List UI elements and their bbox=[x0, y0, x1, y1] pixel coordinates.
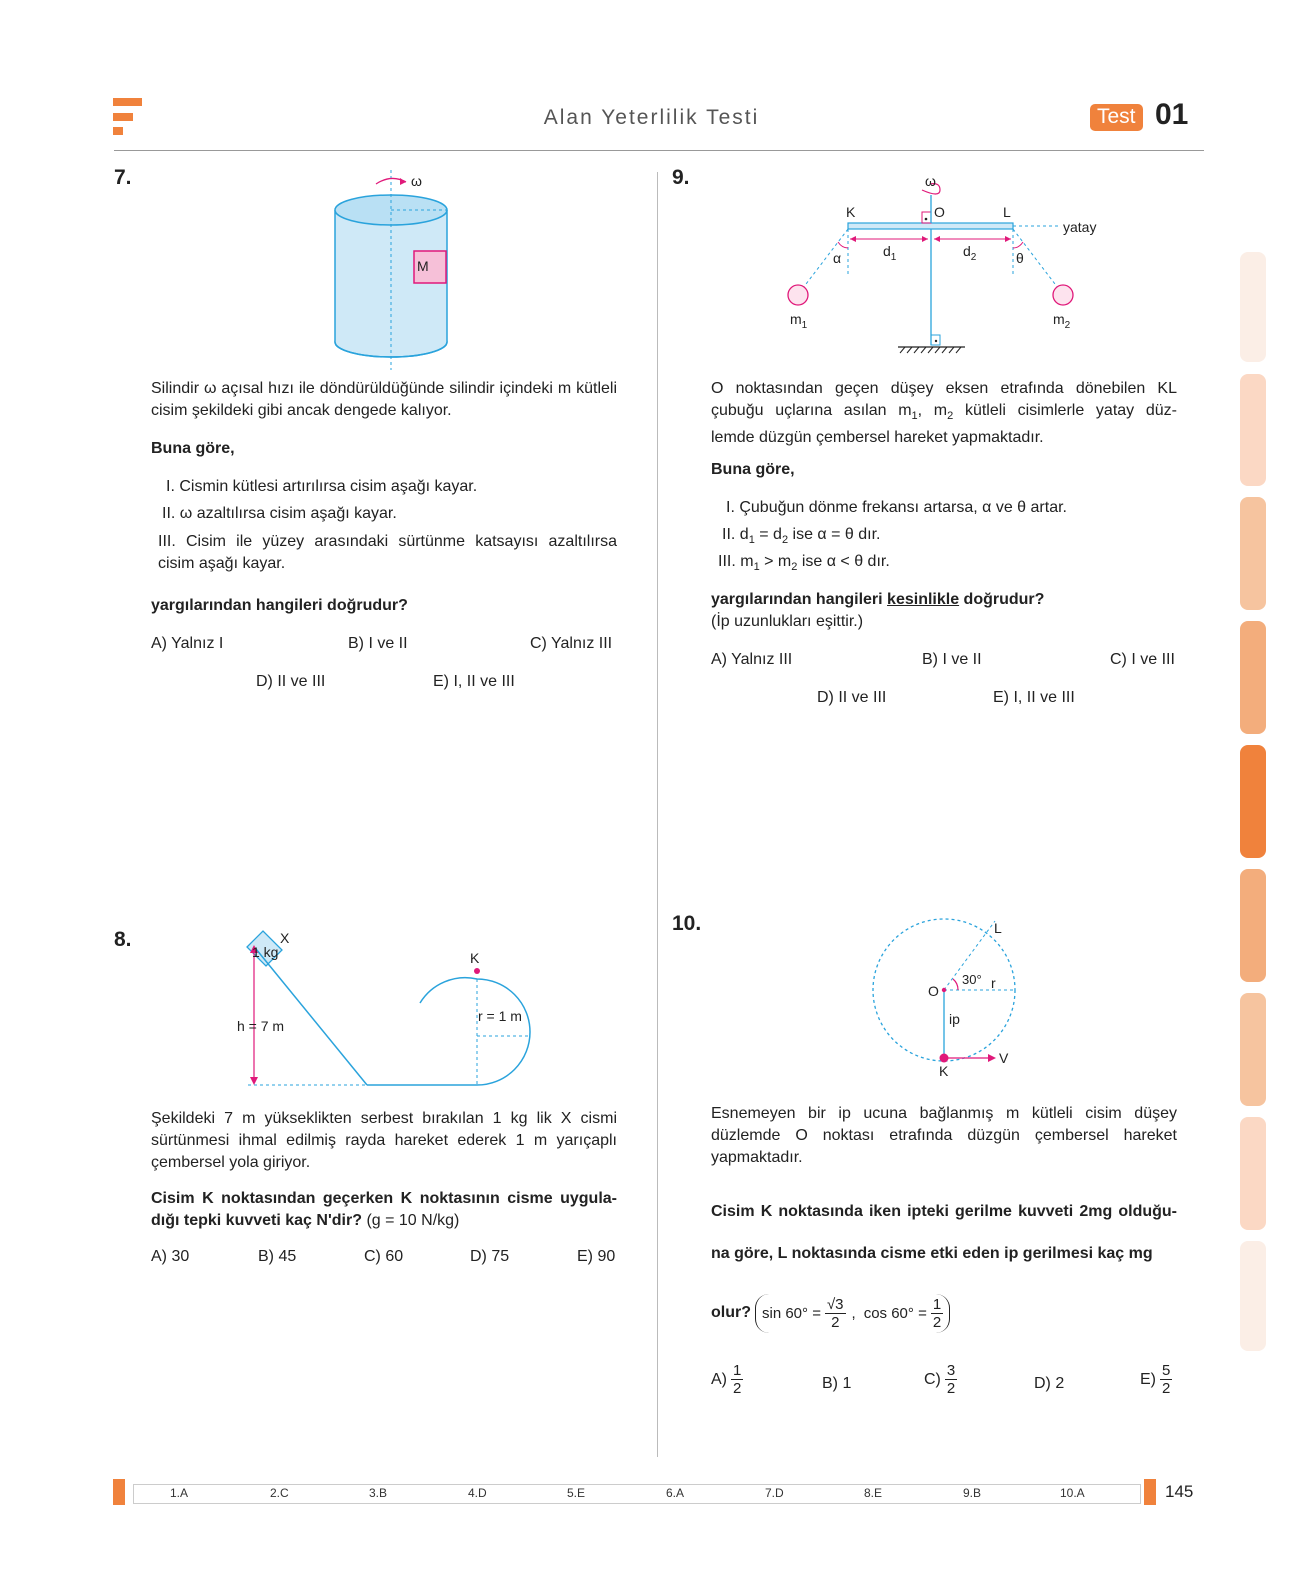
q10-option-e[interactable]: E) $\frac{5}{2}$ bbox=[1140, 1362, 1171, 1397]
question-9-number: 9. bbox=[672, 166, 690, 189]
q10-r-label: r bbox=[991, 975, 996, 991]
q10-l-label: L bbox=[994, 920, 1002, 936]
test-number: 01 bbox=[1155, 98, 1189, 131]
q7-item-1: I. Cismin kütlesi artırılırsa cisim aşağı kayar. bbox=[166, 478, 478, 495]
q9-option-e[interactable]: E) I, II ve III bbox=[993, 689, 1075, 706]
q9-m1-label: $m_1$ bbox=[790, 311, 808, 331]
q7-cylinder-figure bbox=[320, 170, 470, 380]
column-divider bbox=[657, 172, 658, 1457]
q9-yatay-label: yatay bbox=[1063, 219, 1097, 235]
q9-item-1: I. Çubuğun dönme frekansı artarsa, α ve θ artar. bbox=[726, 499, 1067, 516]
q10-k-label: K bbox=[939, 1063, 949, 1079]
page-number: 145 bbox=[1165, 1482, 1194, 1501]
q8-box-label: 1 kg bbox=[252, 944, 279, 960]
q9-o-label: O bbox=[934, 204, 945, 220]
q10-angle-label: 30° bbox=[962, 972, 982, 987]
q9-omega-label: ω bbox=[925, 173, 936, 189]
q7-question: yargılarından hangileri doğrudur? bbox=[151, 597, 408, 614]
q7-option-a[interactable]: A) Yalnız I bbox=[151, 635, 224, 652]
q9-question: yargılarından hangileri kesinlikle doğrudur? bbox=[711, 591, 1045, 608]
q9-m2-label: $m_2$ bbox=[1053, 311, 1071, 331]
q8-question: Cisim K noktasından geçerken K noktasının cisme uygula- dığı tepki kuvveti kaç N'dir? (g = 10 N/kg) bbox=[151, 1190, 617, 1229]
q9-d1-label: $d_1$ bbox=[883, 243, 897, 263]
q9-option-d[interactable]: D) II ve III bbox=[817, 689, 887, 706]
q9-item-3: III. $m_1 > m_2$ ise α < θ dır. bbox=[718, 553, 890, 574]
q10-ip-label: ip bbox=[949, 1011, 960, 1027]
q10-text: Esnemeyen bir ip ucuna bağlanmış m kütleli cisim düşey düzlemde O noktası etrafında düzgün çembersel hareket yapmaktadır. bbox=[711, 1105, 1177, 1166]
q9-rod-figure bbox=[780, 170, 1090, 360]
q7-item-3: III. Cisim ile yüzey arasındaki sürtünme katsayısı azaltılırsa cisim aşağı kayar. bbox=[158, 533, 617, 572]
header-rule bbox=[114, 150, 1204, 151]
q10-option-a[interactable]: A) $\frac{1}{2}$ bbox=[711, 1362, 742, 1397]
q8-h-label: h = 7 m bbox=[237, 1018, 285, 1034]
q10-question-line3: olur? sin 60° = $\frac{√3}{2}$ , cos 60° = $\frac{1}{2}$ bbox=[711, 1288, 950, 1338]
q8-option-e[interactable]: E) 90 bbox=[577, 1248, 616, 1265]
q8-option-d[interactable]: D) 75 bbox=[470, 1248, 510, 1265]
answer-10: 10.A bbox=[1060, 1486, 1085, 1500]
q8-option-b[interactable]: B) 45 bbox=[258, 1248, 297, 1265]
q9-option-a[interactable]: A) Yalnız III bbox=[711, 651, 793, 668]
q7-lead: Buna göre, bbox=[151, 440, 235, 457]
q8-text: Şekildeki 7 m yükseklikten serbest bırakılan 1 kg lik X cismi sürtünmesi ihmal edilmiş rayda hareket ederek 1 m yarıçaplı çembersel yola giriyor. bbox=[151, 1110, 617, 1171]
hint-bracket: sin 60° = $\frac{√3}{2}$ , cos 60° = $\frac{1}{2}$ bbox=[755, 1294, 950, 1333]
page-title: Alan Yeterlilik Testi bbox=[543, 106, 760, 129]
answer-9: 9.B bbox=[963, 1486, 982, 1500]
q8-k-label: K bbox=[470, 950, 480, 966]
q7-omega-label: ω bbox=[411, 173, 422, 189]
answer-8: 8.E bbox=[864, 1486, 883, 1500]
q9-alpha-label: α bbox=[833, 250, 842, 266]
q8-x-label: X bbox=[280, 930, 290, 946]
q7-option-c[interactable]: C) Yalnız III bbox=[530, 635, 613, 652]
answer-4: 4.D bbox=[468, 1486, 487, 1500]
q9-theta-label: θ bbox=[1016, 250, 1024, 266]
question-7-number: 7. bbox=[114, 166, 132, 189]
answer-5: 5.E bbox=[567, 1486, 586, 1500]
q10-question-line1: Cisim K noktasında iken ipteki gerilme kuvveti 2mg olduğu- bbox=[711, 1203, 1177, 1220]
q7-item-2: II. ω azaltılırsa cisim aşağı kayar. bbox=[162, 505, 397, 522]
q7-option-b[interactable]: B) I ve II bbox=[348, 635, 408, 652]
q9-lead: Buna göre, bbox=[711, 461, 795, 478]
q10-option-d[interactable]: D) 2 bbox=[1034, 1375, 1065, 1392]
q10-option-b[interactable]: B) 1 bbox=[822, 1375, 852, 1392]
q8-option-c[interactable]: C) 60 bbox=[364, 1248, 404, 1265]
q7-text: Silindir ω açısal hızı ile döndürüldüğünde silindir içindeki m kütleli cisim şekildeki gibi ancak dengede kalıyor. bbox=[151, 380, 617, 419]
q9-option-c[interactable]: C) I ve III bbox=[1110, 651, 1175, 668]
q9-d2-label: $d_2$ bbox=[963, 243, 977, 263]
q9-k-label: K bbox=[846, 204, 856, 220]
q9-option-b[interactable]: B) I ve II bbox=[922, 651, 982, 668]
question-10-number: 10. bbox=[672, 912, 702, 935]
footer-right-marker bbox=[1144, 1479, 1156, 1505]
q10-question-line2: na göre, L noktasında cisme etki eden ip gerilmesi kaç mg bbox=[711, 1245, 1153, 1262]
test-badge: Test bbox=[1090, 104, 1143, 131]
q8-option-a[interactable]: A) 30 bbox=[151, 1248, 190, 1265]
q8-r-label: r = 1 m bbox=[478, 1008, 522, 1024]
q10-o-label: O bbox=[928, 983, 939, 999]
answer-2: 2.C bbox=[270, 1486, 289, 1500]
q7-option-d[interactable]: D) II ve III bbox=[256, 673, 326, 690]
q10-option-c[interactable]: C) $\frac{3}{2}$ bbox=[924, 1362, 956, 1397]
question-8-number: 8. bbox=[114, 928, 132, 951]
q7-mass-label: M bbox=[417, 258, 429, 274]
q10-v-label: V bbox=[999, 1050, 1009, 1066]
q10-circle-figure bbox=[860, 910, 1040, 1080]
answer-7: 7.D bbox=[765, 1486, 784, 1500]
q9-text: O noktasından geçen düşey eksen etrafında dönebilen KL çubuğu uçlarına asılan $m_1$, $m_2$ kütleli cisimlerle yatay düz- lemde düzgün çembersel hareket yapmaktadır. bbox=[711, 380, 1177, 447]
answer-6: 6.A bbox=[666, 1486, 685, 1500]
answer-1: 1.A bbox=[170, 1486, 189, 1500]
q9-l-label: L bbox=[1003, 204, 1011, 220]
q7-option-e[interactable]: E) I, II ve III bbox=[433, 673, 515, 690]
footer-left-marker bbox=[113, 1479, 125, 1505]
q9-item-2: II. $d_1 = d_2$ ise α = θ dır. bbox=[722, 526, 881, 547]
answer-3: 3.B bbox=[369, 1486, 388, 1500]
q9-note: (İp uzunlukları eşittir.) bbox=[711, 613, 864, 630]
